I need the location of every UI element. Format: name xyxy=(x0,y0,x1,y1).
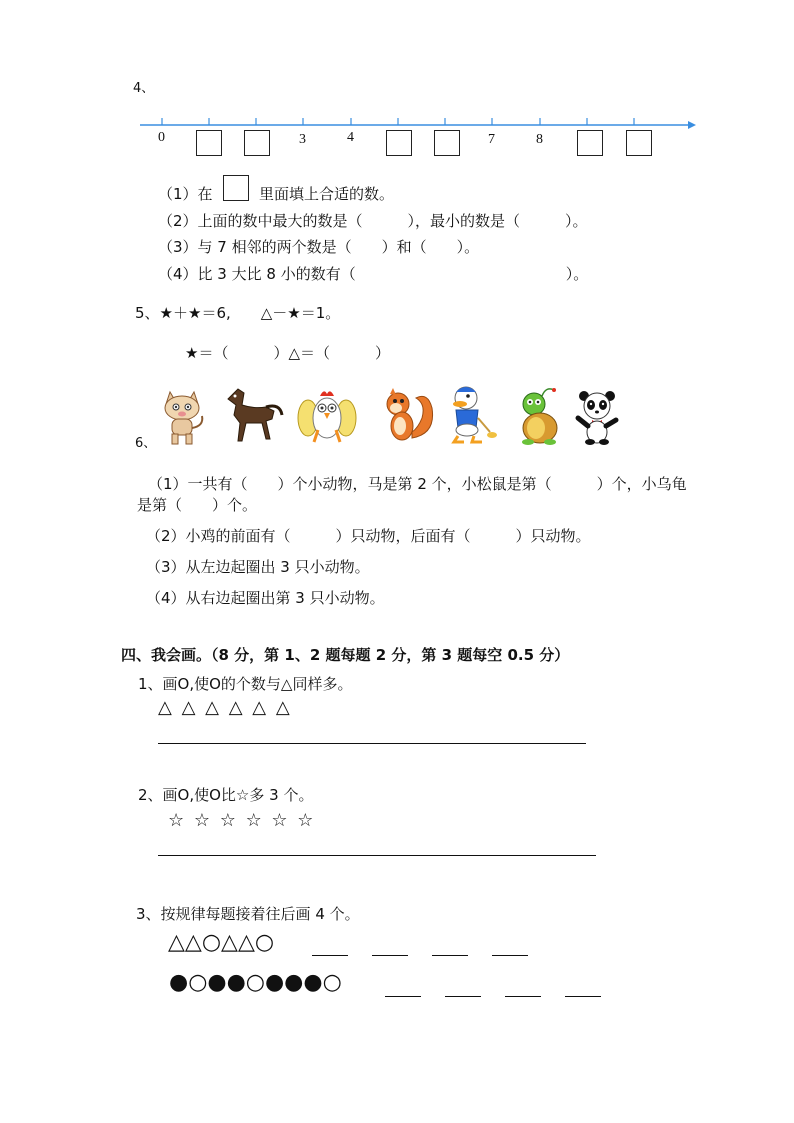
q4-item-1-pre: （1）在 xyxy=(158,185,213,203)
number-line-label: 3 xyxy=(299,132,306,147)
duck-icon xyxy=(446,384,498,446)
pattern-row-2-blank[interactable] xyxy=(565,996,601,997)
pattern-row-2: ●○●●○●●●○ xyxy=(169,970,342,995)
draw-q1-text: 1、画O,使O的个数与△同样多。 xyxy=(138,675,353,693)
pattern-row-1-blank[interactable] xyxy=(492,955,528,956)
number-line-answer-box[interactable] xyxy=(386,130,412,156)
turtle-icon xyxy=(514,386,564,446)
number-line-label: 4 xyxy=(347,130,354,145)
pattern-row-2-blank[interactable] xyxy=(505,996,541,997)
number-line-answer-box[interactable] xyxy=(434,130,460,156)
q6-item-4: （4）从右边起圈出第 3 只小动物。 xyxy=(146,589,385,607)
draw-q2-text: 2、画O,使O比☆多 3 个。 xyxy=(138,786,314,804)
number-line-label: 8 xyxy=(536,132,543,147)
number-line-answer-box[interactable] xyxy=(244,130,270,156)
pattern-row-2-blank[interactable] xyxy=(445,996,481,997)
number-line-answer-box[interactable] xyxy=(626,130,652,156)
pattern-row-1-blank[interactable] xyxy=(372,955,408,956)
q4-label: 4、 xyxy=(133,81,155,96)
q5-answers: ★＝（ ）△＝（ ） xyxy=(185,344,390,362)
number-line-answer-box[interactable] xyxy=(196,130,222,156)
q4-item-4: （4）比 3 大比 8 小的数有（ ）。 xyxy=(158,265,589,283)
draw-q1-triangles: △ △ △ △ △ △ xyxy=(158,697,292,718)
q5-equations: 5、★＋★＝6, △－★＝1。 xyxy=(135,304,341,322)
draw-q2-answer-line[interactable] xyxy=(158,855,596,856)
panda-icon xyxy=(574,390,622,446)
section-heading: 四、我会画。（8 分，第 1、2 题每题 2 分，第 3 题每空 0.5 分） xyxy=(121,646,570,664)
q6-item-3: （3）从左边起圈出 3 只小动物。 xyxy=(146,558,370,576)
example-box-icon xyxy=(223,175,249,201)
pattern-row-1-blank[interactable] xyxy=(312,955,348,956)
cat-icon xyxy=(156,390,208,446)
q4-item-3: （3）与 7 相邻的两个数是（ ）和（ ）。 xyxy=(158,238,480,256)
q4-item-2: （2）上面的数中最大的数是（ ），最小的数是（ ）。 xyxy=(158,212,588,230)
number-line-answer-box[interactable] xyxy=(577,130,603,156)
pattern-row-1: △△○△△○ xyxy=(168,930,275,955)
q6-item-1: （1）一共有（ ）个小动物，马是第 2 个，小松鼠是第（ ）个，小乌龟 xyxy=(148,475,687,493)
squirrel-icon xyxy=(378,388,436,446)
q4-item-1-post: 里面填上合适的数。 xyxy=(259,185,395,203)
number-line-label: 7 xyxy=(488,132,495,147)
q4-item-1 xyxy=(158,183,213,204)
draw-q3-text: 3、按规律每题接着往后画 4 个。 xyxy=(136,905,360,923)
q6-label: 6、 xyxy=(135,436,157,451)
q6-item-1-cont: 是第（ ）个。 xyxy=(137,496,258,514)
pattern-row-2-blank[interactable] xyxy=(385,996,421,997)
q6-item-2: （2）小鸡的前面有（ ）只动物，后面有（ ）只动物。 xyxy=(146,527,591,545)
horse-icon xyxy=(220,385,284,445)
number-line-label: 0 xyxy=(158,130,165,145)
draw-q2-stars: ☆ ☆ ☆ ☆ ☆ ☆ xyxy=(168,810,316,831)
draw-q1-answer-line[interactable] xyxy=(158,743,586,744)
rooster-icon xyxy=(296,388,358,446)
pattern-row-1-blank[interactable] xyxy=(432,955,468,956)
